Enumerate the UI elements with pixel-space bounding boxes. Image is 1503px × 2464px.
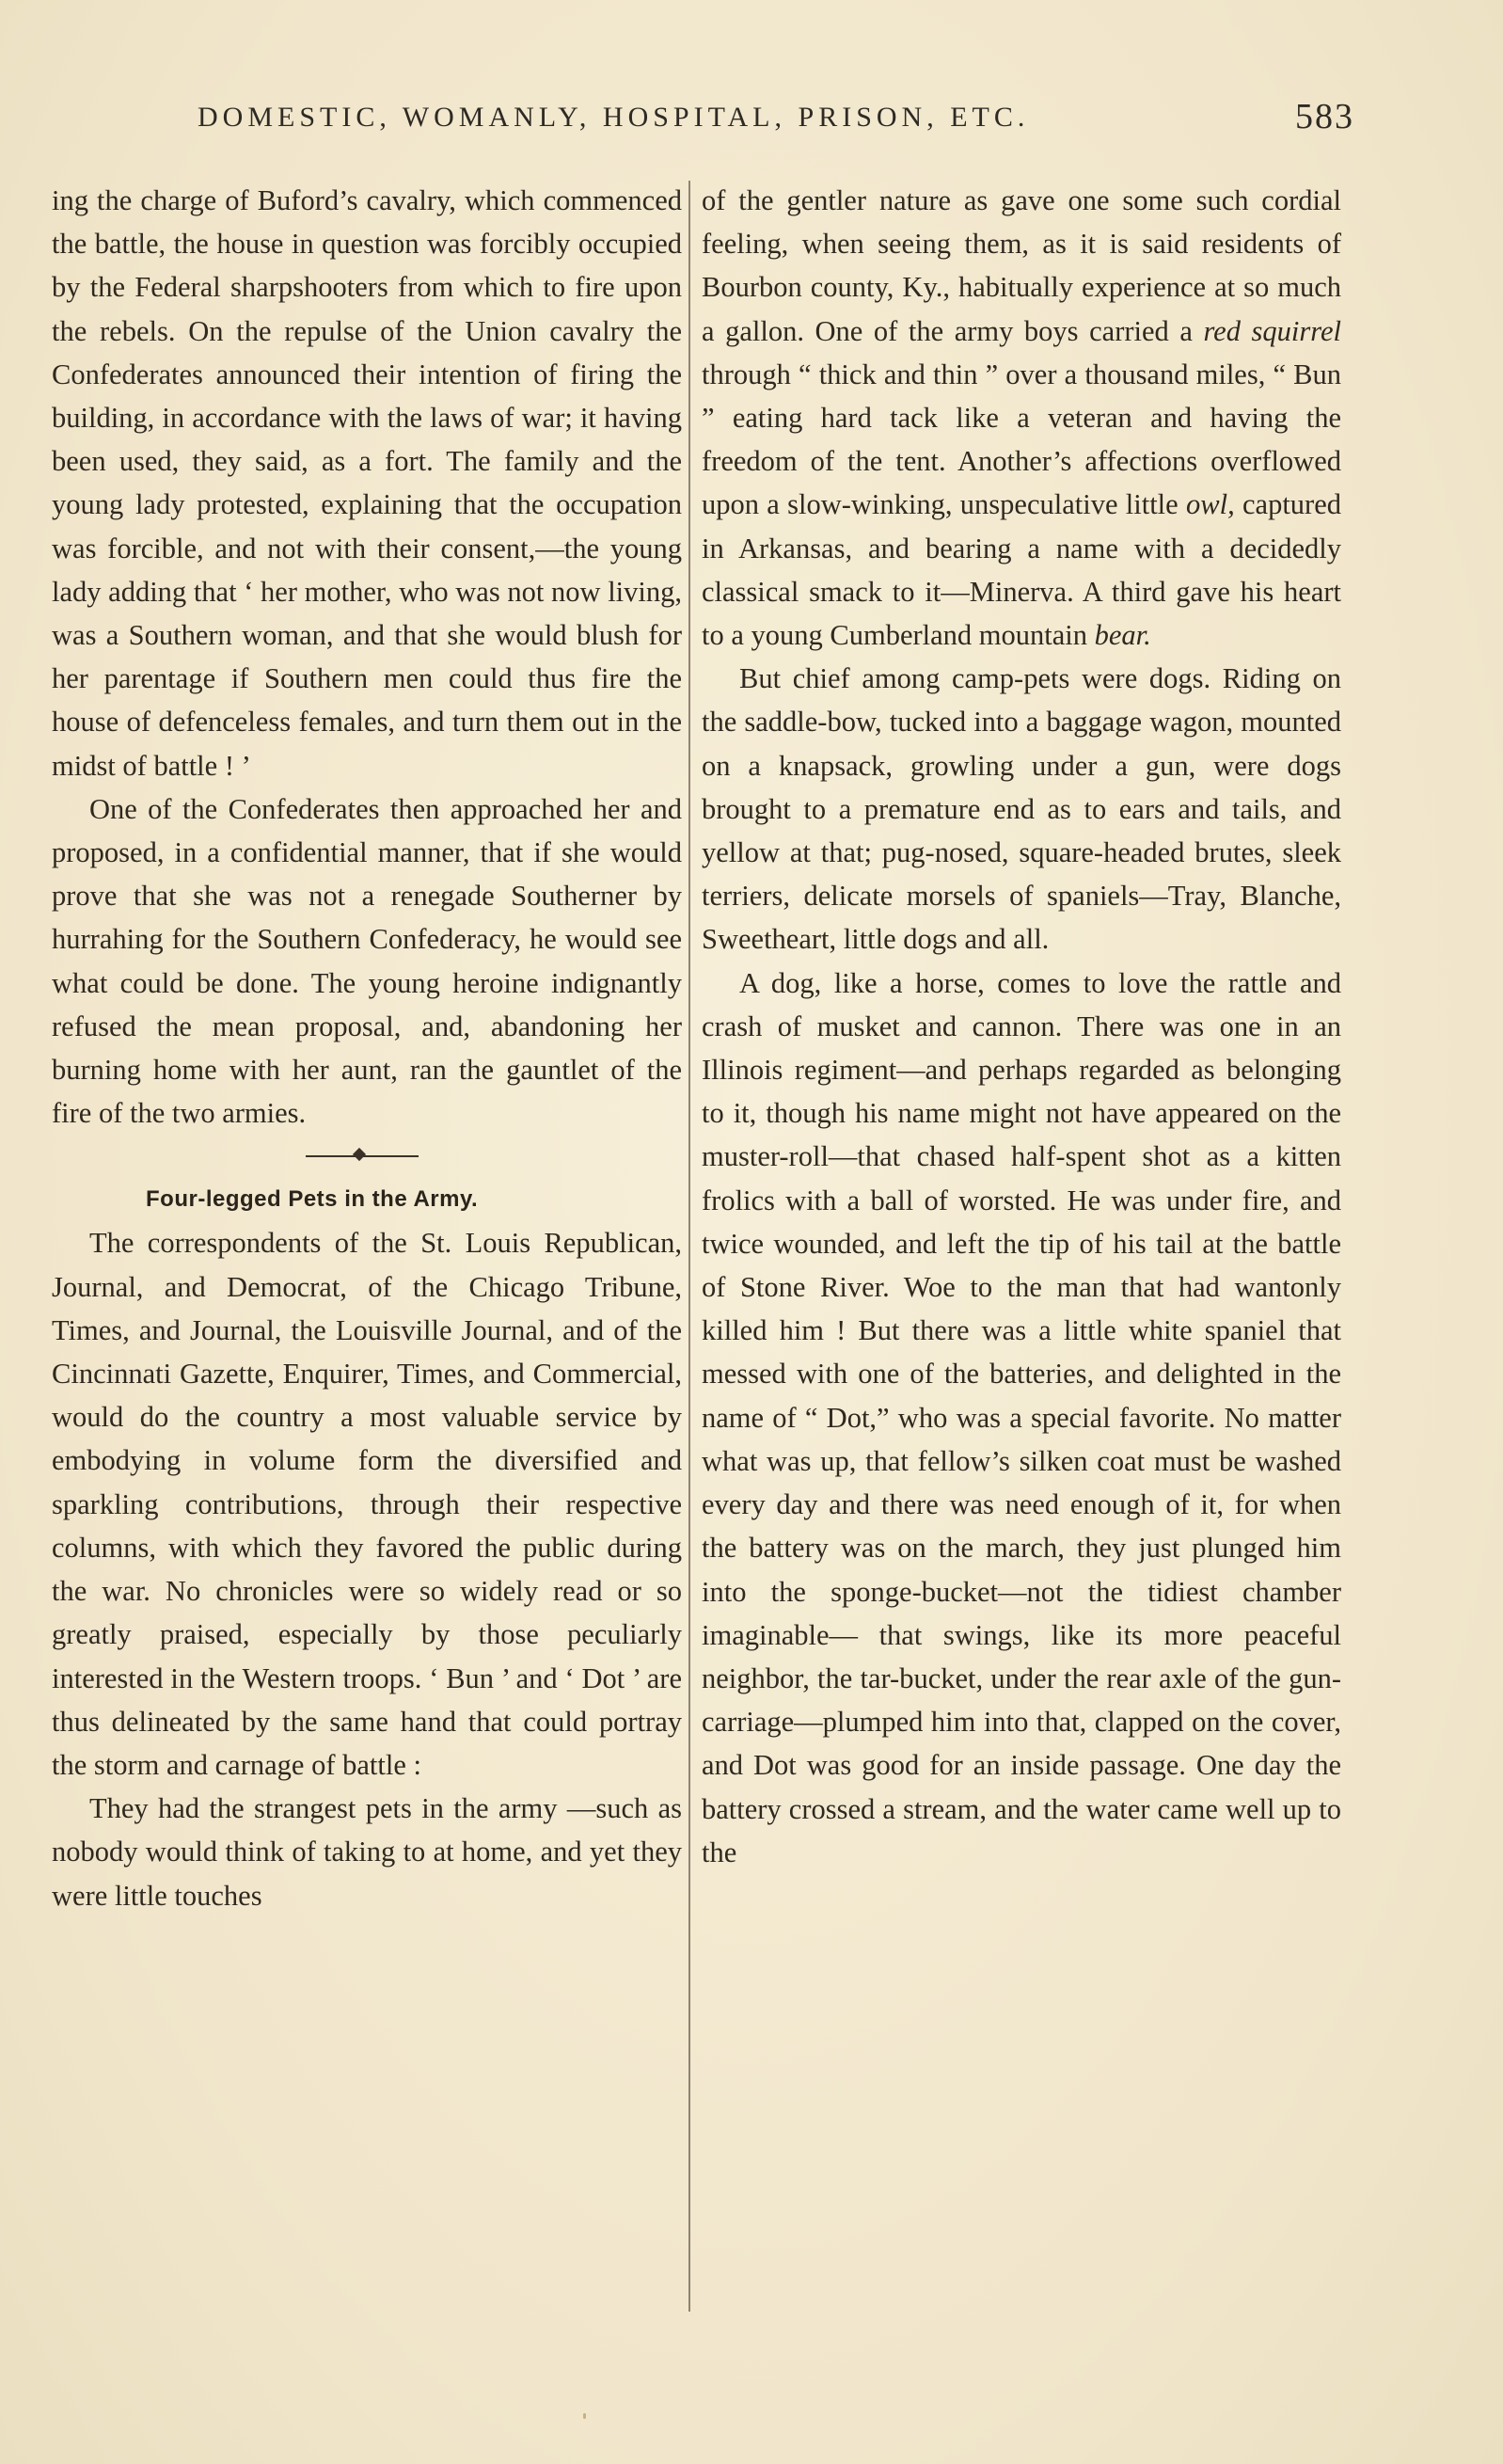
running-title: DOMESTIC, WOMANLY, HOSPITAL, PRISON, ETC.: [198, 102, 1030, 133]
text-run: captured in Arkansas, and bearing a name with a decidedly classical smack to it—Minerva. A third gave his heart to a young Cumberland mountain: [702, 488, 1341, 652]
paragraph: One of the Confederates then approached her and proposed, in a confidential manner, that if she would prove that she was not a renegade Southerner by hurrahing for the Southern Confederacy, he would see what could be done. The young heroine indignantly refused the mean proposal, and, abandoning her burning home with her aunt, ran the gauntlet of the fire of the two armies.: [52, 792, 682, 1130]
section-heading: Four-legged Pets in the Army.: [146, 1186, 479, 1213]
paper-speck: [583, 2413, 586, 2419]
italic-text: bear.: [1094, 619, 1151, 652]
paragraph: A dog, like a horse, comes to love the rattle and crash of musket and cannon. There was one in an Illinois regiment—and perhaps regarded as belonging to it, though his name might not have appeared on the muster-roll—that chased half-spent shot as a kitten frolics with a ball of worsted. He was under fire, and twice wounded, and left the tip of his tail at the battle of Stone River. Woe to the man that had wantonly killed him ! But there was a little white spaniel that messed with one of the batteries, and delighted in the name of “ Dot,” who was a special favorite. No matter what was up, that fellow’s silken coat must be washed every day and there was need enough of it, for when the battery was on the march, they just plunged him into the sponge-bucket—not the tidiest chamber imaginable— that swings, like its more peaceful neighbor, the tar-bucket, under the rear axle of the gun-carriage—plumped him into that, clapped on the cover, and Dot was good for an inside passage. One day the battery crossed a stream, and the water came well up to the: [702, 966, 1341, 1868]
right-column: [702, 179, 1341, 1874]
paragraph: ing the charge of Buford’s cavalry, which commenced the battle, the house in question was forcibly occupied by the Federal sharpshooters from which to fire upon the rebels. On the repulse of the Union cavalry the Confederates announced their intention of firing the building, in accordance with the laws of war; it having been used, they said, as a fort. The family and the young lady protested, explaining that the occupation was forcible, and not with their consent,—the young lady adding that ‘ her mother, who was not now living, was a Southern woman, and that she would blush for her parentage if Southern men could thus fire the house of defenceless females, and turn them out in the midst of battle ! ’: [52, 184, 682, 782]
section-divider: [52, 1135, 682, 1178]
paragraph: They had the strangest pets in the army —such as nobody would think of taking to at home, and yet they were little touches: [52, 1792, 682, 1912]
page-number: 583: [1295, 97, 1354, 136]
column-rule: [688, 181, 690, 2312]
paragraph: [702, 179, 1341, 657]
italic-text: owl,: [1186, 488, 1235, 521]
text-run: through “ thick and thin ” over a thousand miles, “ Bun ” eating hard tack like a veteran and having the freedom of the tent. Another’s affections overflowed upon a slow-winking, unspeculative little: [702, 358, 1341, 521]
left-column: [52, 179, 682, 1917]
paragraph: But chief among camp-pets were dogs. Riding on the saddle-bow, tucked into a baggage wagon, mounted on a knapsack, growling under a gun, were dogs brought to a premature end as to ears and tails, and yellow at that; pug-nosed, square-headed brutes, sleek terriers, delicate morsels of spaniels—Tray, Blanche, Sweetheart, little dogs and all.: [702, 662, 1341, 956]
text-run: of the gentler nature as gave one some such cordial feeling, when seeing them, as it is said residents of Bourbon county, Ky., habitually experience at so much a gallon. One of the army boys carried a: [702, 184, 1341, 347]
italic-text: red squirrel: [1203, 314, 1341, 347]
paragraph: The correspondents of the St. Louis Republican, Journal, and Democrat, of the Chicago Tribune, Times, and Journal, the Louisville Journal, and of the Cincinnati Gazette, Enquirer, Times, and Commercial, would do the country a most valuable service by embodying in volume form the diversified and sparkling contributions, through their respective columns, with which they favored the public during the war. No chronicles were so widely read or so greatly praised, especially by those peculiarly interested in the Western troops. ‘ Bun ’ and ‘ Dot ’ are thus delineated by the same hand that could portray the storm and carnage of battle :: [52, 1227, 682, 1781]
running-head: [198, 97, 1354, 149]
divider-diamond-icon: [353, 1148, 366, 1161]
